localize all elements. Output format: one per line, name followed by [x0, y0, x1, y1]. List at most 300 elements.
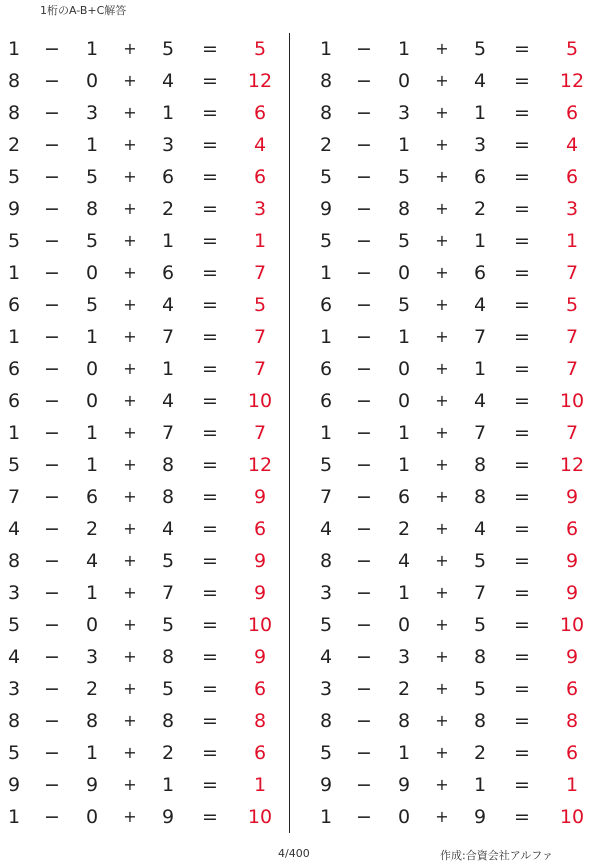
answer-value: 12: [559, 70, 585, 92]
operand-c: 8: [473, 486, 487, 508]
operand-b: 0: [397, 806, 411, 828]
equals-sign: =: [514, 614, 530, 636]
operand-b: 8: [85, 198, 99, 220]
plus-sign: +: [123, 199, 137, 218]
minus-sign: −: [356, 166, 372, 188]
answer-value: 6: [565, 166, 579, 188]
operand-c: 3: [473, 134, 487, 156]
problem-row: [312, 321, 600, 353]
operand-b: 5: [85, 230, 99, 252]
operand-a: 9: [7, 774, 21, 796]
equals-sign: =: [514, 230, 530, 252]
answer-value: 6: [565, 678, 579, 700]
equals-sign: =: [202, 646, 218, 668]
answer-value: 8: [565, 710, 579, 732]
operand-a: 8: [319, 70, 333, 92]
answer-value: 5: [565, 294, 579, 316]
minus-sign: −: [44, 806, 60, 828]
plus-sign: +: [435, 135, 449, 154]
problem-row: [312, 97, 600, 129]
minus-sign: −: [44, 422, 60, 444]
minus-sign: −: [44, 326, 60, 348]
operand-b: 0: [85, 262, 99, 284]
plus-sign: +: [123, 263, 137, 282]
plus-sign: +: [123, 231, 137, 250]
operand-a: 6: [7, 390, 21, 412]
page-title: 1桁のA-B+C解答: [40, 4, 127, 17]
minus-sign: −: [356, 454, 372, 476]
problem-row: [312, 193, 600, 225]
operand-a: 8: [7, 550, 21, 572]
operand-b: 2: [397, 518, 411, 540]
operand-c: 5: [473, 614, 487, 636]
operand-c: 4: [473, 390, 487, 412]
operand-a: 3: [319, 582, 333, 604]
plus-sign: +: [123, 647, 137, 666]
operand-c: 5: [473, 550, 487, 572]
answer-value: 9: [253, 486, 267, 508]
operand-b: 0: [85, 390, 99, 412]
answer-value: 7: [253, 422, 267, 444]
operand-a: 1: [319, 262, 333, 284]
equals-sign: =: [202, 390, 218, 412]
answer-value: 10: [247, 614, 273, 636]
minus-sign: −: [44, 646, 60, 668]
minus-sign: −: [356, 358, 372, 380]
equals-sign: =: [514, 134, 530, 156]
plus-sign: +: [123, 103, 137, 122]
equals-sign: =: [202, 70, 218, 92]
operand-a: 1: [319, 806, 333, 828]
problem-row: [312, 609, 600, 641]
answer-value: 4: [253, 134, 267, 156]
minus-sign: −: [44, 678, 60, 700]
operand-c: 2: [473, 742, 487, 764]
operand-b: 1: [85, 454, 99, 476]
operand-b: 4: [85, 550, 99, 572]
minus-sign: −: [44, 582, 60, 604]
operand-b: 5: [85, 294, 99, 316]
plus-sign: +: [123, 455, 137, 474]
plus-sign: +: [435, 775, 449, 794]
problem-row: [0, 577, 288, 609]
operand-b: 0: [397, 390, 411, 412]
minus-sign: −: [356, 742, 372, 764]
equals-sign: =: [514, 70, 530, 92]
plus-sign: +: [123, 615, 137, 634]
operand-c: 5: [161, 614, 175, 636]
author-credit: 作成:合資会社アルファ: [440, 849, 554, 862]
operand-c: 6: [473, 166, 487, 188]
operand-b: 1: [85, 134, 99, 156]
minus-sign: −: [356, 390, 372, 412]
answer-value: 9: [253, 582, 267, 604]
problem-row: [312, 449, 600, 481]
problem-row: [0, 641, 288, 673]
operand-b: 9: [85, 774, 99, 796]
problem-column-right: [312, 33, 600, 833]
problem-row: [0, 801, 288, 833]
plus-sign: +: [435, 263, 449, 282]
operand-c: 7: [161, 582, 175, 604]
operand-a: 5: [319, 230, 333, 252]
plus-sign: +: [123, 519, 137, 538]
operand-a: 7: [7, 486, 21, 508]
minus-sign: −: [356, 582, 372, 604]
operand-c: 2: [161, 198, 175, 220]
operand-b: 8: [85, 710, 99, 732]
operand-a: 7: [319, 486, 333, 508]
minus-sign: −: [44, 230, 60, 252]
plus-sign: +: [435, 615, 449, 634]
plus-sign: +: [435, 679, 449, 698]
operand-b: 1: [397, 454, 411, 476]
minus-sign: −: [356, 486, 372, 508]
operand-c: 9: [473, 806, 487, 828]
plus-sign: +: [123, 327, 137, 346]
minus-sign: −: [356, 294, 372, 316]
problem-row: [312, 577, 600, 609]
plus-sign: +: [435, 327, 449, 346]
equals-sign: =: [202, 422, 218, 444]
operand-b: 3: [85, 102, 99, 124]
equals-sign: =: [514, 422, 530, 444]
equals-sign: =: [514, 102, 530, 124]
problem-row: [0, 673, 288, 705]
operand-b: 1: [397, 38, 411, 60]
plus-sign: +: [123, 71, 137, 90]
operand-c: 7: [473, 582, 487, 604]
answer-value: 9: [565, 582, 579, 604]
operand-a: 1: [7, 38, 21, 60]
plus-sign: +: [123, 583, 137, 602]
operand-b: 3: [397, 646, 411, 668]
operand-c: 4: [473, 70, 487, 92]
operand-b: 0: [85, 358, 99, 380]
operand-b: 5: [397, 230, 411, 252]
operand-b: 0: [397, 262, 411, 284]
problem-row: [0, 705, 288, 737]
answer-value: 6: [253, 102, 267, 124]
operand-b: 1: [397, 134, 411, 156]
operand-b: 3: [85, 646, 99, 668]
plus-sign: +: [435, 295, 449, 314]
answer-value: 5: [565, 38, 579, 60]
problem-row: [0, 161, 288, 193]
operand-b: 6: [397, 486, 411, 508]
equals-sign: =: [202, 102, 218, 124]
operand-a: 2: [319, 134, 333, 156]
minus-sign: −: [356, 710, 372, 732]
operand-a: 6: [7, 294, 21, 316]
operand-c: 8: [161, 454, 175, 476]
answer-value: 12: [247, 454, 273, 476]
plus-sign: +: [435, 807, 449, 826]
operand-c: 1: [473, 774, 487, 796]
operand-b: 3: [397, 102, 411, 124]
operand-b: 1: [85, 326, 99, 348]
problem-row: [312, 353, 600, 385]
plus-sign: +: [435, 423, 449, 442]
equals-sign: =: [202, 38, 218, 60]
operand-a: 1: [7, 422, 21, 444]
plus-sign: +: [435, 231, 449, 250]
plus-sign: +: [123, 487, 137, 506]
problem-row: [312, 289, 600, 321]
minus-sign: −: [356, 550, 372, 572]
answer-value: 10: [247, 806, 273, 828]
problem-row: [0, 385, 288, 417]
operand-b: 1: [85, 742, 99, 764]
problem-row: [312, 161, 600, 193]
problem-row: [0, 129, 288, 161]
plus-sign: +: [123, 679, 137, 698]
operand-b: 5: [397, 166, 411, 188]
operand-c: 2: [161, 742, 175, 764]
operand-c: 8: [473, 710, 487, 732]
answer-value: 5: [253, 38, 267, 60]
minus-sign: −: [356, 678, 372, 700]
operand-a: 8: [7, 102, 21, 124]
equals-sign: =: [514, 550, 530, 572]
answer-value: 1: [253, 774, 267, 796]
minus-sign: −: [356, 134, 372, 156]
operand-b: 0: [397, 358, 411, 380]
problem-row: [0, 609, 288, 641]
equals-sign: =: [202, 262, 218, 284]
problem-row: [0, 193, 288, 225]
operand-a: 1: [319, 422, 333, 444]
equals-sign: =: [202, 518, 218, 540]
plus-sign: +: [123, 423, 137, 442]
operand-a: 4: [319, 518, 333, 540]
equals-sign: =: [202, 678, 218, 700]
operand-b: 1: [85, 38, 99, 60]
equals-sign: =: [202, 806, 218, 828]
minus-sign: −: [356, 422, 372, 444]
operand-a: 5: [7, 166, 21, 188]
problem-row: [0, 449, 288, 481]
minus-sign: −: [44, 518, 60, 540]
operand-c: 4: [473, 294, 487, 316]
answer-value: 6: [253, 742, 267, 764]
equals-sign: =: [202, 230, 218, 252]
plus-sign: +: [123, 39, 137, 58]
problem-row: [312, 257, 600, 289]
equals-sign: =: [514, 646, 530, 668]
minus-sign: −: [44, 614, 60, 636]
plus-sign: +: [435, 71, 449, 90]
plus-sign: +: [123, 743, 137, 762]
problem-row: [312, 801, 600, 833]
equals-sign: =: [514, 262, 530, 284]
equals-sign: =: [202, 454, 218, 476]
operand-b: 1: [397, 582, 411, 604]
operand-b: 2: [85, 518, 99, 540]
problem-row: [312, 129, 600, 161]
plus-sign: +: [123, 295, 137, 314]
answer-value: 10: [559, 390, 585, 412]
problem-row: [0, 33, 288, 65]
plus-sign: +: [123, 775, 137, 794]
operand-a: 8: [7, 710, 21, 732]
answer-value: 4: [565, 134, 579, 156]
answer-value: 10: [559, 614, 585, 636]
operand-c: 1: [473, 358, 487, 380]
operand-b: 4: [397, 550, 411, 572]
answer-value: 9: [253, 646, 267, 668]
operand-c: 6: [161, 262, 175, 284]
operand-a: 5: [319, 166, 333, 188]
plus-sign: +: [435, 199, 449, 218]
problem-row: [0, 97, 288, 129]
minus-sign: −: [356, 646, 372, 668]
problem-row: [0, 481, 288, 513]
operand-a: 9: [319, 774, 333, 796]
operand-c: 4: [161, 518, 175, 540]
problem-row: [0, 225, 288, 257]
equals-sign: =: [202, 198, 218, 220]
problem-row: [0, 65, 288, 97]
equals-sign: =: [514, 486, 530, 508]
minus-sign: −: [44, 38, 60, 60]
operand-c: 5: [473, 38, 487, 60]
equals-sign: =: [514, 742, 530, 764]
plus-sign: +: [435, 455, 449, 474]
operand-b: 2: [85, 678, 99, 700]
plus-sign: +: [435, 391, 449, 410]
operand-b: 0: [85, 70, 99, 92]
operand-c: 1: [473, 102, 487, 124]
operand-b: 9: [397, 774, 411, 796]
operand-a: 9: [319, 198, 333, 220]
equals-sign: =: [202, 582, 218, 604]
operand-c: 1: [161, 102, 175, 124]
answer-value: 9: [565, 486, 579, 508]
answer-value: 7: [565, 262, 579, 284]
problem-row: [312, 705, 600, 737]
operand-a: 8: [319, 102, 333, 124]
minus-sign: −: [356, 806, 372, 828]
answer-value: 6: [253, 678, 267, 700]
operand-a: 4: [7, 646, 21, 668]
minus-sign: −: [44, 550, 60, 572]
operand-c: 8: [161, 646, 175, 668]
plus-sign: +: [435, 167, 449, 186]
problem-row: [0, 257, 288, 289]
operand-c: 7: [161, 326, 175, 348]
operand-a: 1: [7, 326, 21, 348]
minus-sign: −: [356, 70, 372, 92]
minus-sign: −: [44, 486, 60, 508]
plus-sign: +: [435, 647, 449, 666]
operand-a: 8: [319, 710, 333, 732]
plus-sign: +: [435, 103, 449, 122]
operand-c: 7: [473, 326, 487, 348]
operand-c: 8: [161, 486, 175, 508]
plus-sign: +: [435, 743, 449, 762]
minus-sign: −: [356, 774, 372, 796]
problem-row: [312, 417, 600, 449]
minus-sign: −: [44, 390, 60, 412]
operand-b: 8: [397, 710, 411, 732]
problem-row: [312, 385, 600, 417]
minus-sign: −: [356, 102, 372, 124]
operand-a: 1: [7, 806, 21, 828]
answer-value: 7: [253, 262, 267, 284]
minus-sign: −: [356, 38, 372, 60]
operand-c: 5: [161, 550, 175, 572]
operand-b: 5: [397, 294, 411, 316]
operand-b: 1: [85, 582, 99, 604]
minus-sign: −: [44, 454, 60, 476]
operand-a: 4: [319, 646, 333, 668]
answer-value: 1: [565, 230, 579, 252]
minus-sign: −: [44, 710, 60, 732]
operand-c: 1: [161, 230, 175, 252]
plus-sign: +: [123, 359, 137, 378]
problem-row: [312, 769, 600, 801]
operand-a: 5: [7, 614, 21, 636]
operand-b: 1: [85, 422, 99, 444]
operand-c: 5: [161, 678, 175, 700]
equals-sign: =: [514, 166, 530, 188]
problem-row: [0, 513, 288, 545]
operand-a: 5: [7, 454, 21, 476]
plus-sign: +: [435, 359, 449, 378]
plus-sign: +: [435, 519, 449, 538]
operand-a: 6: [319, 390, 333, 412]
answer-value: 12: [559, 454, 585, 476]
operand-c: 7: [473, 422, 487, 444]
equals-sign: =: [514, 198, 530, 220]
operand-a: 3: [319, 678, 333, 700]
answer-value: 6: [565, 102, 579, 124]
operand-a: 5: [319, 614, 333, 636]
operand-b: 1: [397, 326, 411, 348]
minus-sign: −: [44, 70, 60, 92]
problem-row: [0, 289, 288, 321]
plus-sign: +: [123, 135, 137, 154]
equals-sign: =: [202, 710, 218, 732]
operand-a: 1: [319, 326, 333, 348]
operand-b: 8: [397, 198, 411, 220]
equals-sign: =: [514, 774, 530, 796]
operand-a: 5: [319, 454, 333, 476]
minus-sign: −: [356, 230, 372, 252]
operand-c: 4: [161, 70, 175, 92]
operand-a: 8: [7, 70, 21, 92]
problem-row: [312, 225, 600, 257]
problem-row: [312, 513, 600, 545]
operand-a: 9: [7, 198, 21, 220]
equals-sign: =: [514, 454, 530, 476]
problem-row: [0, 417, 288, 449]
operand-a: 2: [7, 134, 21, 156]
operand-b: 1: [397, 742, 411, 764]
plus-sign: +: [435, 551, 449, 570]
answer-value: 6: [565, 518, 579, 540]
operand-c: 1: [473, 230, 487, 252]
answer-value: 9: [253, 550, 267, 572]
operand-b: 0: [397, 70, 411, 92]
problem-row: [312, 481, 600, 513]
plus-sign: +: [123, 807, 137, 826]
equals-sign: =: [514, 390, 530, 412]
plus-sign: +: [435, 583, 449, 602]
answer-value: 1: [565, 774, 579, 796]
minus-sign: −: [356, 614, 372, 636]
